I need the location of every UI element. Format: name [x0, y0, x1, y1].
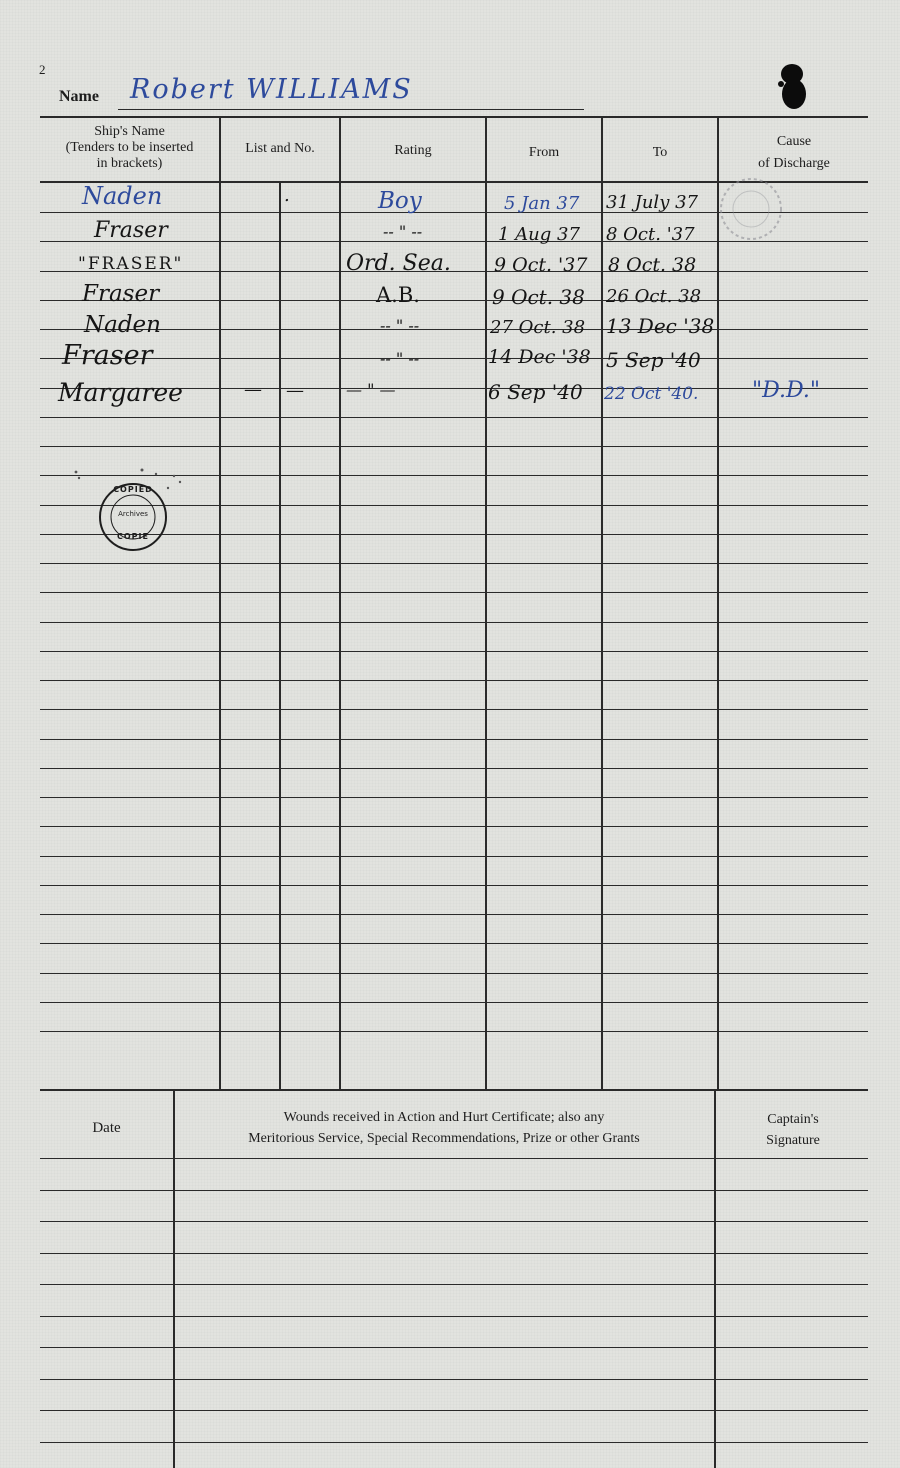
ruled-line — [40, 797, 868, 798]
from-cell: 6 Sep '40 — [488, 380, 583, 404]
stamp-middle-text: Archives — [118, 510, 148, 518]
name-label: Name — [59, 88, 99, 105]
ruled-line — [40, 1379, 868, 1380]
ruled-line — [40, 622, 868, 623]
header-cause-of-discharge: Cause of Discharge — [758, 134, 830, 171]
ruled-line — [40, 739, 868, 740]
rating-cell: Ord. Sea. — [346, 251, 451, 276]
header-wounds-description: Wounds received in Action and Hurt Certificate; also any Meritorious Service, Special Recommendations, Prize or other Grants — [248, 1110, 640, 1146]
ruled-line — [40, 417, 868, 418]
to-cell: 8 Oct. '37 — [606, 224, 695, 245]
ruled-line — [40, 1031, 868, 1032]
page-number: 2 — [39, 62, 46, 77]
ship-name-cell: Fraser — [94, 218, 168, 243]
ship-name-cell: Fraser — [62, 340, 153, 371]
to-cell: 31 July 37 — [606, 192, 698, 213]
ruled-line — [40, 1284, 868, 1285]
stamp-bottom-text: COPIE — [117, 532, 149, 541]
header-rating: Rating — [394, 143, 432, 158]
list-no-cell: — — [244, 379, 262, 400]
ruled-line — [40, 1190, 868, 1191]
to-cell: 26 Oct. 38 — [606, 286, 702, 307]
name-value: Robert WILLIAMS — [130, 74, 413, 105]
ruled-line — [40, 1002, 868, 1003]
rating-cell: -- " -- — [380, 316, 420, 335]
ship-name-cell: Naden — [82, 182, 163, 210]
from-cell: 1 Aug 37 — [498, 224, 580, 245]
ruled-line — [40, 1347, 868, 1348]
to-cell: 22 Oct '40. — [604, 384, 699, 404]
col-divider — [714, 1091, 716, 1468]
ship-name-cell: Fraser — [82, 281, 160, 307]
name-underline — [118, 109, 584, 110]
header-captains-signature: Captain's Signature — [766, 1112, 820, 1148]
col-divider — [279, 182, 281, 1089]
stamp-top-text: COPIED — [113, 485, 153, 494]
ruled-line — [40, 563, 868, 564]
ruled-line — [40, 856, 868, 857]
ruled-line — [40, 592, 868, 593]
ruled-line — [40, 973, 868, 974]
ship-name-cell: "FRASER" — [78, 254, 184, 274]
ruled-line — [40, 1253, 868, 1254]
col-divider — [173, 1091, 175, 1468]
header-from: From — [528, 145, 560, 160]
ruled-line — [40, 651, 868, 652]
rating-cell: Boy — [378, 188, 422, 214]
ruled-line — [40, 300, 868, 301]
ship-name-cell: Margaree — [58, 378, 183, 407]
ink-blot — [772, 60, 812, 114]
to-cell: 8 Oct. 38 — [608, 254, 697, 276]
cause-cell: "D.D." — [752, 378, 820, 403]
header-list-and-no: List and No. — [245, 141, 315, 156]
rating-cell: — " — — [346, 380, 396, 399]
ruled-line — [40, 1158, 868, 1159]
ruled-line — [40, 826, 868, 827]
ruled-line — [40, 914, 868, 915]
lower-table-top-rule — [40, 1089, 868, 1091]
ruled-line — [40, 329, 868, 330]
to-cell: 5 Sep '40 — [606, 348, 701, 372]
list-no-cell: — — [286, 380, 304, 401]
from-cell: 9 Oct. '37 — [494, 254, 588, 276]
from-cell: 14 Dec '38 — [488, 346, 591, 368]
ship-name-cell: Naden — [84, 312, 161, 338]
ruled-line — [40, 768, 868, 769]
rating-cell: -- " -- — [383, 222, 423, 241]
ruled-line — [40, 885, 868, 886]
ruled-line — [40, 709, 868, 710]
ruled-line — [40, 446, 868, 447]
table-top-rule — [40, 116, 868, 118]
ruled-line — [40, 680, 868, 681]
ruled-line — [40, 943, 868, 944]
rating-cell: A.B. — [376, 283, 420, 307]
rating-cell: -- " -- — [380, 349, 420, 368]
ruled-line — [40, 1316, 868, 1317]
from-cell: 5 Jan 37 — [504, 193, 580, 214]
header-ships-name: Ship's Name (Tenders to be inserted in brackets) — [65, 124, 194, 171]
list-no-cell: . — [284, 185, 290, 206]
header-date: Date — [92, 1120, 121, 1136]
header-to: To — [652, 145, 668, 160]
faded-postmark — [716, 172, 786, 244]
ruled-line — [40, 1442, 868, 1443]
to-cell: 13 Dec '38 — [606, 314, 715, 338]
from-cell: 27 Oct. 38 — [490, 317, 586, 338]
ruled-line — [40, 1221, 868, 1222]
from-cell: 9 Oct. 38 — [492, 285, 585, 309]
ruled-line — [40, 1410, 868, 1411]
ruled-line — [40, 358, 868, 359]
